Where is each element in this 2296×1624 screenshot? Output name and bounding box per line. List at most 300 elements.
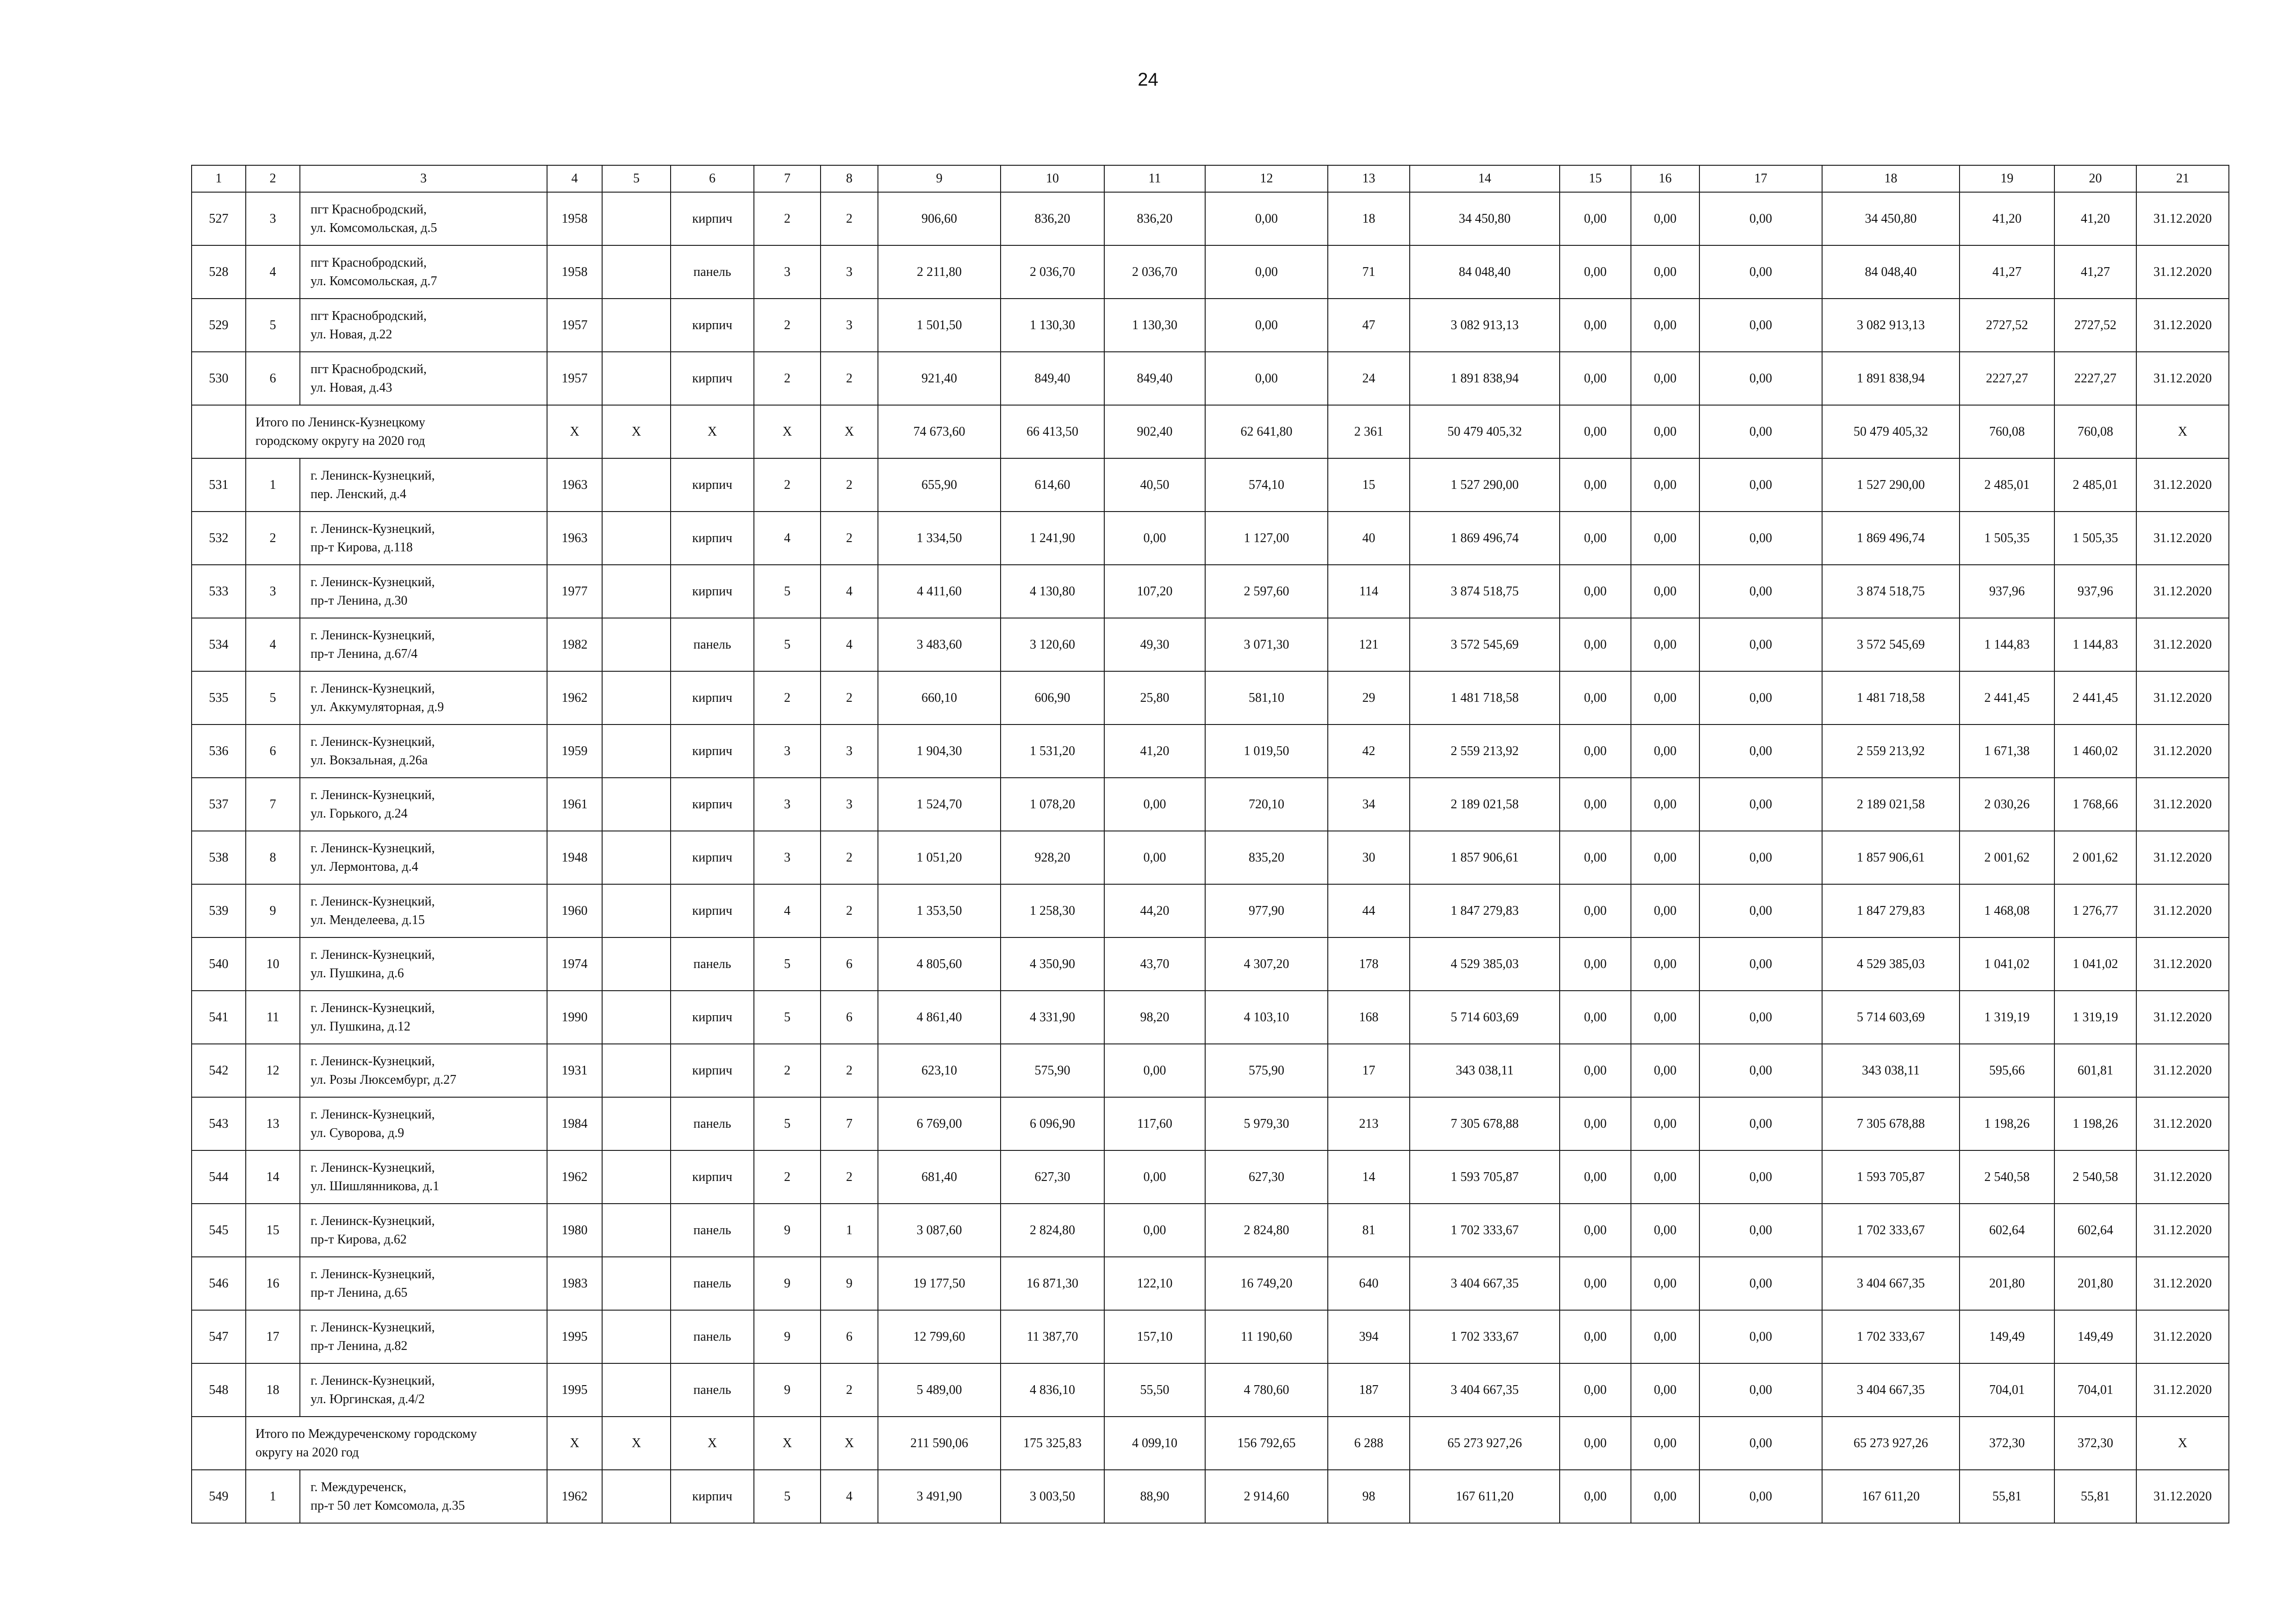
table-cell: 149,49 <box>2054 1310 2136 1363</box>
subtotal-label-line-1: Итого по Междуреченскому городскому <box>255 1426 477 1441</box>
table-cell: 0,00 <box>1631 299 1699 352</box>
table-cell: 0,00 <box>1699 778 1822 831</box>
table-cell: 0,00 <box>1631 1363 1699 1417</box>
table-cell: 1963 <box>547 512 602 565</box>
table-cell: 2 597,60 <box>1205 565 1328 618</box>
table-cell: 0,00 <box>1699 458 1822 512</box>
table-cell: 1961 <box>547 778 602 831</box>
table-cell: 1 319,19 <box>2054 991 2136 1044</box>
header-row <box>192 165 2229 192</box>
address-cell <box>300 458 547 512</box>
table-cell: 5 <box>246 299 300 352</box>
table-cell: 0,00 <box>1699 1470 1822 1523</box>
table-cell: Х <box>2136 1417 2229 1470</box>
column-header: 8 <box>821 165 878 192</box>
address-cell <box>300 1257 547 1310</box>
table-cell <box>602 991 671 1044</box>
subtotal-label-line-2: округу на 2020 год <box>255 1445 359 1460</box>
table-cell: 0,00 <box>1560 884 1631 937</box>
table-cell: 3 483,60 <box>878 618 1001 671</box>
address-line-2: ул. Шишлянникова, д.1 <box>311 1179 440 1193</box>
address-line-2: ул. Пушкина, д.12 <box>311 1019 411 1034</box>
table-cell: 0,00 <box>1631 778 1699 831</box>
table-cell: 0,00 <box>1205 352 1328 405</box>
table-cell: 12 799,60 <box>878 1310 1001 1363</box>
table-cell: 5 714 603,69 <box>1410 991 1560 1044</box>
table-cell: 0,00 <box>1631 725 1699 778</box>
address-line-1: пгт Краснобродский, <box>311 362 427 376</box>
table-cell: 528 <box>192 245 246 299</box>
table-cell: 1 <box>246 1470 300 1523</box>
table-cell: 372,30 <box>1960 1417 2054 1470</box>
table-cell: 2 559 213,92 <box>1822 725 1960 778</box>
table-cell: 3 <box>754 778 821 831</box>
table-cell: 31.12.2020 <box>2136 1310 2229 1363</box>
address-line-2: ул. Новая, д.22 <box>311 327 392 342</box>
table-cell: 0,00 <box>1631 884 1699 937</box>
table-row <box>192 245 2229 299</box>
address-cell <box>300 884 547 937</box>
table-cell: Х <box>547 1417 602 1470</box>
address-cell <box>300 618 547 671</box>
table-cell: 213 <box>1328 1097 1410 1150</box>
table-cell: 1962 <box>547 1470 602 1523</box>
address-line-1: пгт Краснобродский, <box>311 308 427 323</box>
table-cell: 98 <box>1328 1470 1410 1523</box>
table-cell: панель <box>671 618 754 671</box>
table-cell: 0,00 <box>1104 778 1205 831</box>
table-cell: 55,81 <box>2054 1470 2136 1523</box>
table-cell: панель <box>671 245 754 299</box>
table-cell: 1 130,30 <box>1104 299 1205 352</box>
address-line-2: пр-т Ленина, д.82 <box>311 1338 408 1353</box>
table-cell: 2 540,58 <box>1960 1150 2054 1204</box>
table-cell: 16 749,20 <box>1205 1257 1328 1310</box>
table-cell: 29 <box>1328 671 1410 725</box>
table-cell: 1 501,50 <box>878 299 1001 352</box>
table-cell: 3 <box>821 778 878 831</box>
table-row <box>192 937 2229 991</box>
column-header: 14 <box>1410 165 1560 192</box>
table-cell: 1 019,50 <box>1205 725 1328 778</box>
table-cell: 4 861,40 <box>878 991 1001 1044</box>
address-line-2: ул. Пушкина, д.6 <box>311 966 404 981</box>
table-cell: 3 491,90 <box>878 1470 1001 1523</box>
table-cell: 3 <box>246 565 300 618</box>
table-cell: 1982 <box>547 618 602 671</box>
table-cell: 65 273 927,26 <box>1410 1417 1560 1470</box>
table-cell: 0,00 <box>1104 1044 1205 1097</box>
table-cell: 0,00 <box>1631 565 1699 618</box>
address-line-2: ул. Комсомольская, д.7 <box>311 274 437 288</box>
table-cell: 41,20 <box>2054 192 2136 245</box>
table-cell <box>602 299 671 352</box>
table-cell: 1 593 705,87 <box>1822 1150 1960 1204</box>
table-cell: 1962 <box>547 1150 602 1204</box>
table-cell: 9 <box>821 1257 878 1310</box>
table-cell: 107,20 <box>1104 565 1205 618</box>
address-cell <box>300 565 547 618</box>
table-cell: 187 <box>1328 1363 1410 1417</box>
table-cell: 0,00 <box>1560 725 1631 778</box>
address-line-1: пгт Краснобродский, <box>311 255 427 270</box>
table-cell: 531 <box>192 458 246 512</box>
table-cell: 2 <box>821 1363 878 1417</box>
column-header: 10 <box>1001 165 1104 192</box>
address-line-1: г. Ленинск-Кузнецкий, <box>311 1000 435 1015</box>
table-cell: 0,00 <box>1560 405 1631 458</box>
table-cell: 0,00 <box>1631 245 1699 299</box>
table-cell: 0,00 <box>1560 1363 1631 1417</box>
table-cell: 1 144,83 <box>1960 618 2054 671</box>
table-cell: 4 780,60 <box>1205 1363 1328 1417</box>
table-cell <box>602 1097 671 1150</box>
table-cell: 16 871,30 <box>1001 1257 1104 1310</box>
table-cell: 156 792,65 <box>1205 1417 1328 1470</box>
table-cell: 0,00 <box>1631 352 1699 405</box>
table-cell: Х <box>2136 405 2229 458</box>
address-line-1: г. Ленинск-Кузнецкий, <box>311 947 435 962</box>
table-cell: 114 <box>1328 565 1410 618</box>
table-cell: 1974 <box>547 937 602 991</box>
table-row <box>192 512 2229 565</box>
table-cell: 88,90 <box>1104 1470 1205 1523</box>
table-cell: кирпич <box>671 1150 754 1204</box>
table-cell: 3 <box>821 245 878 299</box>
table-cell: 0,00 <box>1631 937 1699 991</box>
table-cell: 704,01 <box>1960 1363 2054 1417</box>
table-cell: 1 481 718,58 <box>1410 671 1560 725</box>
table-cell: 601,81 <box>2054 1044 2136 1097</box>
table-cell: 2 <box>821 512 878 565</box>
table-cell <box>602 245 671 299</box>
table-cell: 9 <box>754 1257 821 1310</box>
table-cell: Х <box>671 1417 754 1470</box>
table-cell: 11 190,60 <box>1205 1310 1328 1363</box>
table-cell: кирпич <box>671 192 754 245</box>
table-cell: 4 <box>246 245 300 299</box>
table-cell: 1 702 333,67 <box>1822 1310 1960 1363</box>
table-cell: 0,00 <box>1560 671 1631 725</box>
table-cell: 606,90 <box>1001 671 1104 725</box>
table-cell: 0,00 <box>1104 1204 1205 1257</box>
table-cell: 0,00 <box>1699 1097 1822 1150</box>
table-cell: панель <box>671 1257 754 1310</box>
table-cell: кирпич <box>671 512 754 565</box>
table-cell: 0,00 <box>1699 1150 1822 1204</box>
table-cell: 1 078,20 <box>1001 778 1104 831</box>
table-cell: 0,00 <box>1205 299 1328 352</box>
table-cell: 122,10 <box>1104 1257 1205 1310</box>
table-row <box>192 1150 2229 1204</box>
table-cell: 1948 <box>547 831 602 884</box>
table-cell: 4 <box>754 884 821 937</box>
table-cell: 0,00 <box>1699 1257 1822 1310</box>
table-cell: 3 404 667,35 <box>1410 1363 1560 1417</box>
table-cell: 5 <box>754 565 821 618</box>
table-cell: 2 441,45 <box>2054 671 2136 725</box>
table-cell: 0,00 <box>1631 1310 1699 1363</box>
table-cell: 0,00 <box>1560 1044 1631 1097</box>
table-cell: 50 479 405,32 <box>1410 405 1560 458</box>
table-cell: 0,00 <box>1699 565 1822 618</box>
table-cell: 1 353,50 <box>878 884 1001 937</box>
table-cell: 2 <box>754 299 821 352</box>
table-cell: 4 <box>821 565 878 618</box>
table-cell: 0,00 <box>1631 1150 1699 1204</box>
table-cell: 0,00 <box>1699 991 1822 1044</box>
table-cell: 8 <box>246 831 300 884</box>
table-cell: 3 <box>821 725 878 778</box>
table-cell: 121 <box>1328 618 1410 671</box>
table-cell: 0,00 <box>1699 1044 1822 1097</box>
table-cell: 1958 <box>547 192 602 245</box>
table-row <box>192 1363 2229 1417</box>
table-cell: 41,20 <box>1960 192 2054 245</box>
table-cell: 10 <box>246 937 300 991</box>
table-cell <box>602 778 671 831</box>
table-cell: 0,00 <box>1560 1470 1631 1523</box>
table-cell: 0,00 <box>1699 1417 1822 1470</box>
address-line-2: ул. Юргинская, д.4/2 <box>311 1392 425 1406</box>
table-cell: 5 <box>754 937 821 991</box>
table-row <box>192 458 2229 512</box>
table-cell: 84 048,40 <box>1822 245 1960 299</box>
address-cell <box>300 1150 547 1204</box>
table-cell: 1931 <box>547 1044 602 1097</box>
table-cell: 0,00 <box>1560 299 1631 352</box>
column-header: 2 <box>246 165 300 192</box>
table-cell: 1 198,26 <box>2054 1097 2136 1150</box>
table-cell: 540 <box>192 937 246 991</box>
table-cell: 31.12.2020 <box>2136 618 2229 671</box>
table-cell: 1959 <box>547 725 602 778</box>
table-cell: 201,80 <box>1960 1257 2054 1310</box>
table-cell: 0,00 <box>1560 192 1631 245</box>
table-cell <box>602 1044 671 1097</box>
table-cell: 5 489,00 <box>878 1363 1001 1417</box>
address-cell <box>300 1470 547 1523</box>
table-cell: 1 241,90 <box>1001 512 1104 565</box>
table-cell: 9 <box>754 1310 821 1363</box>
table-cell: 6 <box>821 937 878 991</box>
table-cell: 1995 <box>547 1363 602 1417</box>
table-cell: 1 051,20 <box>878 831 1001 884</box>
table-cell: 31.12.2020 <box>2136 1097 2229 1150</box>
column-header: 21 <box>2136 165 2229 192</box>
table-cell: 4 <box>821 1470 878 1523</box>
address-line-2: пр-т Ленина, д.30 <box>311 593 408 608</box>
table-cell: 55,50 <box>1104 1363 1205 1417</box>
table-cell: 1957 <box>547 299 602 352</box>
table-cell: 546 <box>192 1257 246 1310</box>
table-cell: 627,30 <box>1001 1150 1104 1204</box>
table-cell: 835,20 <box>1205 831 1328 884</box>
table-cell <box>602 1310 671 1363</box>
table-cell: 0,00 <box>1699 1363 1822 1417</box>
table-cell: 6 769,00 <box>878 1097 1001 1150</box>
table-cell: 0,00 <box>1631 671 1699 725</box>
table-cell: 575,90 <box>1205 1044 1328 1097</box>
address-cell <box>300 1097 547 1150</box>
table-cell: 1984 <box>547 1097 602 1150</box>
column-header: 17 <box>1699 165 1822 192</box>
address-line-2: пр-т Ленина, д.67/4 <box>311 646 418 661</box>
table-cell: 2227,27 <box>2054 352 2136 405</box>
table-cell: 167 611,20 <box>1410 1470 1560 1523</box>
address-cell <box>300 352 547 405</box>
table-cell: 31.12.2020 <box>2136 512 2229 565</box>
table-cell: 704,01 <box>2054 1363 2136 1417</box>
table-cell: 4 805,60 <box>878 937 1001 991</box>
address-line-2: ул. Комсомольская, д.5 <box>311 220 437 235</box>
table-cell: 2 914,60 <box>1205 1470 1328 1523</box>
table-cell: 0,00 <box>1205 192 1328 245</box>
table-cell: 1 593 705,87 <box>1410 1150 1560 1204</box>
address-line-2: ул. Суворова, д.9 <box>311 1125 404 1140</box>
table-cell: 2 <box>754 352 821 405</box>
column-header: 3 <box>300 165 547 192</box>
table-cell: 40 <box>1328 512 1410 565</box>
table-cell: 535 <box>192 671 246 725</box>
table-cell: 0,00 <box>1699 937 1822 991</box>
table-cell: 4 331,90 <box>1001 991 1104 1044</box>
table-cell: 1 127,00 <box>1205 512 1328 565</box>
address-cell <box>300 1044 547 1097</box>
address-cell <box>300 937 547 991</box>
table-cell: 1 524,70 <box>878 778 1001 831</box>
table-cell: 1 144,83 <box>2054 618 2136 671</box>
table-cell: 1 869 496,74 <box>1410 512 1560 565</box>
table-cell: 13 <box>246 1097 300 1150</box>
table-cell: 544 <box>192 1150 246 1204</box>
table-cell: 3 572 545,69 <box>1822 618 1960 671</box>
table-cell: 0,00 <box>1560 618 1631 671</box>
table-cell: панель <box>671 1363 754 1417</box>
table-cell: 0,00 <box>1699 512 1822 565</box>
table-cell: 548 <box>192 1363 246 1417</box>
table-cell: 2 <box>821 671 878 725</box>
table-cell: 84 048,40 <box>1410 245 1560 299</box>
table-cell: 1 847 279,83 <box>1410 884 1560 937</box>
table-cell: панель <box>671 937 754 991</box>
table-cell: 1 258,30 <box>1001 884 1104 937</box>
address-line-1: г. Ленинск-Кузнецкий, <box>311 1373 435 1388</box>
table-cell: 47 <box>1328 299 1410 352</box>
address-line-1: г. Ленинск-Кузнецкий, <box>311 628 435 643</box>
table-cell: 977,90 <box>1205 884 1328 937</box>
table-cell: 2 <box>754 1044 821 1097</box>
table-cell: 2 001,62 <box>2054 831 2136 884</box>
table-cell: 9 <box>754 1363 821 1417</box>
table-cell: кирпич <box>671 991 754 1044</box>
table-cell: кирпич <box>671 671 754 725</box>
table-cell: 2 <box>754 192 821 245</box>
table-cell: 2 030,26 <box>1960 778 2054 831</box>
table-cell: 1 334,50 <box>878 512 1001 565</box>
table-cell: 1 <box>246 458 300 512</box>
table-cell: 0,00 <box>1104 831 1205 884</box>
column-header: 11 <box>1104 165 1205 192</box>
table-cell: 0,00 <box>1560 512 1631 565</box>
address-cell <box>300 831 547 884</box>
table-cell: 921,40 <box>878 352 1001 405</box>
table-cell: 41,20 <box>1104 725 1205 778</box>
table-cell: 0,00 <box>1631 1470 1699 1523</box>
address-line-2: пр-т 50 лет Комсомола, д.35 <box>311 1498 465 1513</box>
table-cell: 14 <box>246 1150 300 1204</box>
column-header: 12 <box>1205 165 1328 192</box>
table-cell: 1 481 718,58 <box>1822 671 1960 725</box>
table-cell: 1 276,77 <box>2054 884 2136 937</box>
table-cell: 31.12.2020 <box>2136 299 2229 352</box>
table-cell: 81 <box>1328 1204 1410 1257</box>
table-cell: 4 529 385,03 <box>1410 937 1560 991</box>
table-cell: 0,00 <box>1560 1097 1631 1150</box>
table-cell: 1 768,66 <box>2054 778 2136 831</box>
table-cell: 3 404 667,35 <box>1822 1363 1960 1417</box>
table-cell: 2 036,70 <box>1104 245 1205 299</box>
address-line-1: г. Ленинск-Кузнецкий, <box>311 1320 435 1335</box>
table-cell: 6 <box>246 725 300 778</box>
table-cell: 0,00 <box>1699 1310 1822 1363</box>
table-cell: 2 <box>821 884 878 937</box>
table-cell: 3 <box>754 245 821 299</box>
table-cell: 7 305 678,88 <box>1822 1097 1960 1150</box>
address-line-2: ул. Горького, д.24 <box>311 806 408 821</box>
table-cell: 31.12.2020 <box>2136 725 2229 778</box>
table-cell: 0,00 <box>1560 831 1631 884</box>
table-cell: 7 305 678,88 <box>1410 1097 1560 1150</box>
table-cell: 0,00 <box>1631 1097 1699 1150</box>
column-header: 7 <box>754 165 821 192</box>
table-cell: 6 096,90 <box>1001 1097 1104 1150</box>
table-cell: 3 572 545,69 <box>1410 618 1560 671</box>
table-cell: 178 <box>1328 937 1410 991</box>
table-cell: кирпич <box>671 725 754 778</box>
table-cell: 31.12.2020 <box>2136 1044 2229 1097</box>
table-cell: 928,20 <box>1001 831 1104 884</box>
table-cell: 0,00 <box>1699 618 1822 671</box>
table-cell: 602,64 <box>1960 1204 2054 1257</box>
table-cell: Х <box>821 1417 878 1470</box>
table-row <box>192 671 2229 725</box>
table-cell: 0,00 <box>1560 778 1631 831</box>
subtotal-row <box>192 1417 2229 1470</box>
table-cell: 157,10 <box>1104 1310 1205 1363</box>
subtotal-label-line-2: городскому округу на 2020 год <box>255 433 425 448</box>
table-cell: 7 <box>821 1097 878 1150</box>
address-line-1: г. Ленинск-Кузнецкий, <box>311 1107 435 1122</box>
table-cell: 1962 <box>547 671 602 725</box>
table-cell: 4 836,10 <box>1001 1363 1104 1417</box>
table-cell: Х <box>547 405 602 458</box>
address-line-2: пер. Ленский, д.4 <box>311 487 406 501</box>
table-cell: панель <box>671 1097 754 1150</box>
table-cell: 2 <box>754 671 821 725</box>
table-cell: 0,00 <box>1699 352 1822 405</box>
table-cell: 536 <box>192 725 246 778</box>
table-cell: 3 <box>821 299 878 352</box>
address-cell <box>300 512 547 565</box>
table-cell: 0,00 <box>1631 405 1699 458</box>
table-cell: Х <box>602 405 671 458</box>
table-cell: 5 714 603,69 <box>1822 991 1960 1044</box>
table-cell: 2 <box>821 192 878 245</box>
table-cell: 1 702 333,67 <box>1410 1204 1560 1257</box>
table-cell: 542 <box>192 1044 246 1097</box>
address-line-1: г. Ленинск-Кузнецкий, <box>311 734 435 749</box>
